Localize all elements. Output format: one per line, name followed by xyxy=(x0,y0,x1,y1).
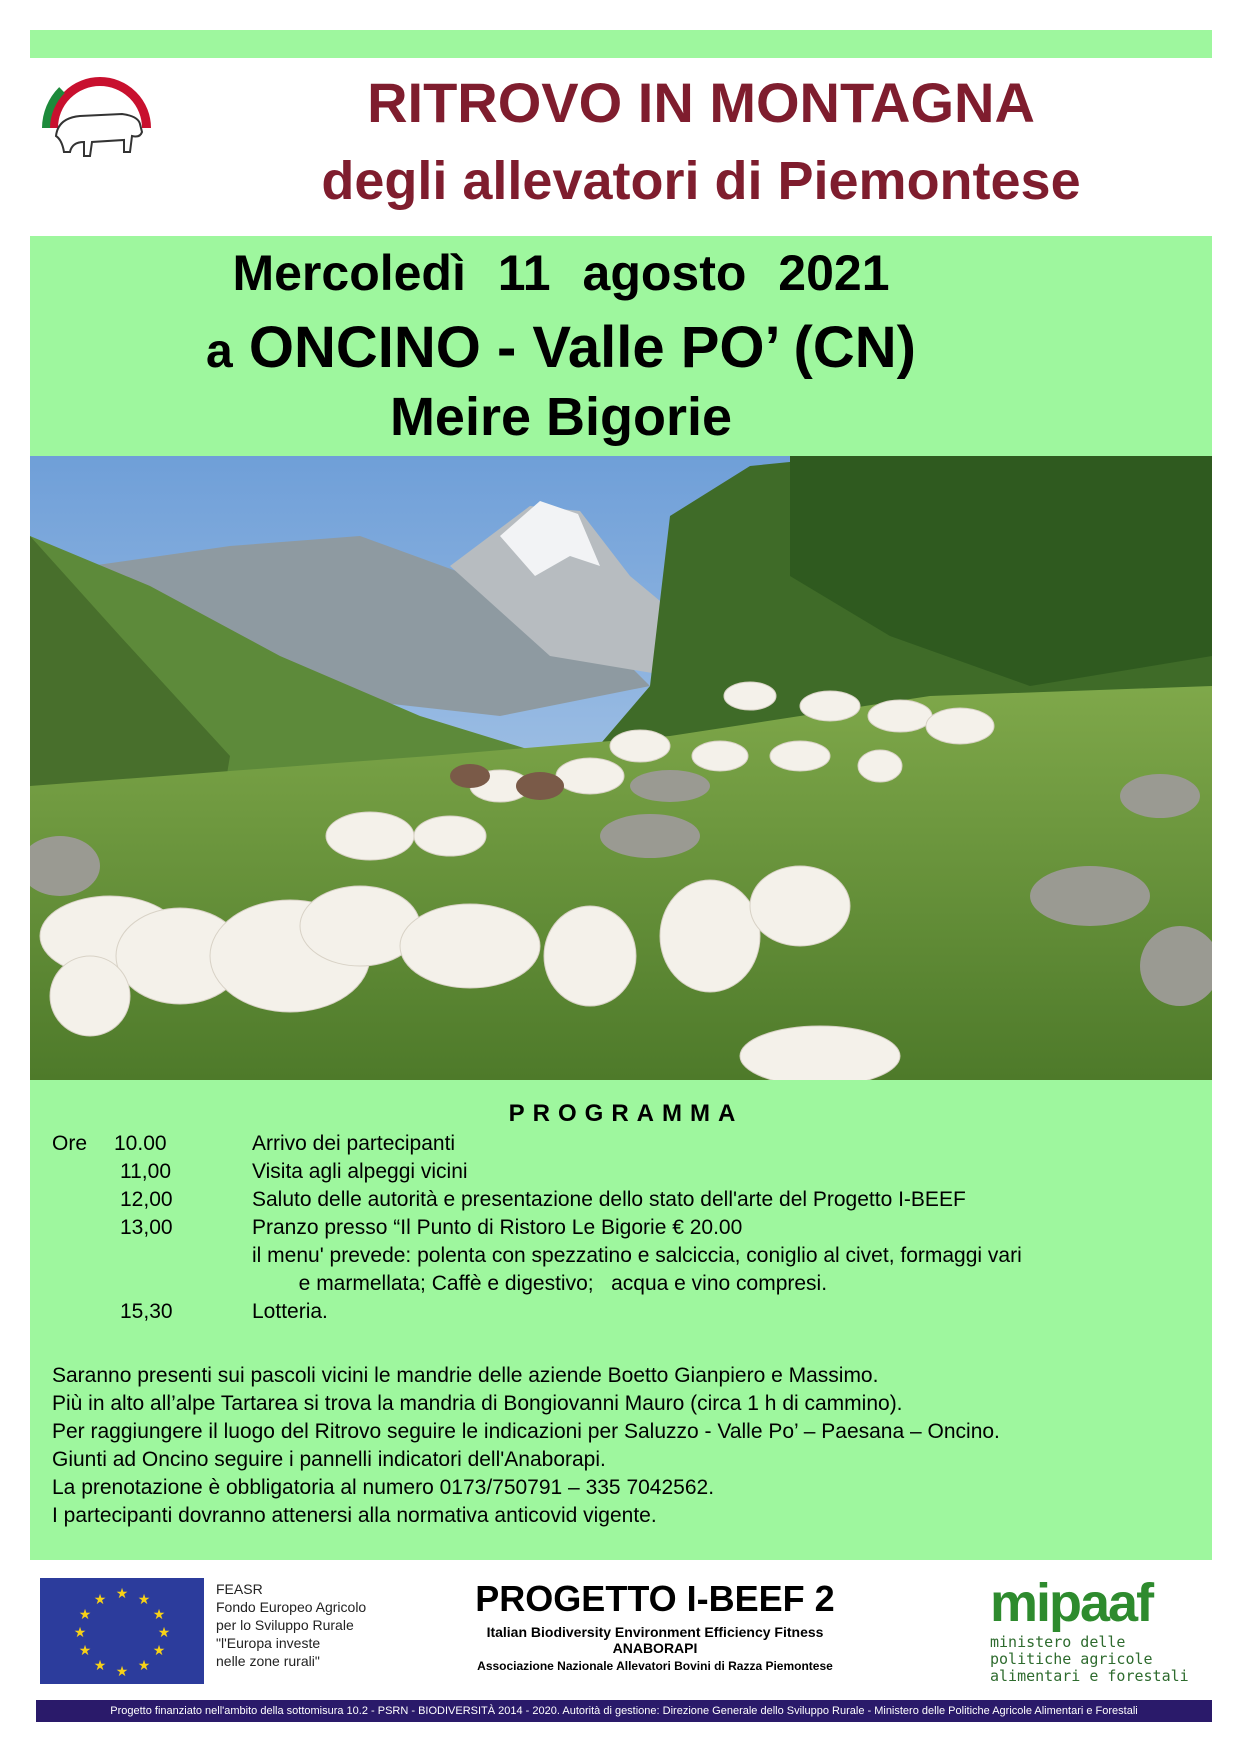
feasr-text xyxy=(216,1580,366,1670)
top-green-bar xyxy=(30,30,1212,58)
event-date: Mercoledì 11 agosto 2021 xyxy=(232,245,890,301)
schedule-desc: Pranzo presso “Il Punto di Ristoro Le Bigorie € 20.00 xyxy=(252,1216,743,1239)
project-subtitle: Italian Biodiversity Environment Efficiency Fitness xyxy=(486,1624,824,1640)
cows-mountain-photo xyxy=(30,456,1212,1080)
svg-text:★: ★ xyxy=(93,1658,107,1674)
mipaaf-line: politiche agricole xyxy=(990,1650,1153,1668)
project-block xyxy=(420,1578,890,1673)
info-note: I partecipanti dovranno attenersi alla normativa anticovid vigente. xyxy=(52,1504,657,1527)
feasr-line: FEASR xyxy=(216,1581,263,1597)
schedule-desc: e marmellata; Caffè e digestivo; acqua e vino compresi. xyxy=(252,1272,828,1295)
schedule-desc: Saluto delle autorità e presentazione dello stato dell'arte del Progetto I-BEEF xyxy=(252,1188,966,1211)
svg-text:★: ★ xyxy=(157,1625,171,1641)
title-line-2: degli allevatori di Piemontese xyxy=(321,151,1081,211)
event-info-box xyxy=(30,236,1212,456)
feasr-line: "l'Europa investe xyxy=(216,1635,321,1651)
razza-piemontese-logo xyxy=(36,66,164,184)
mipaaf-logo xyxy=(990,1572,1189,1685)
programma-title: PROGRAMMA xyxy=(508,1100,744,1127)
eu-flag-logo xyxy=(40,1578,204,1684)
ore-label: Ore xyxy=(52,1132,88,1155)
svg-text:★: ★ xyxy=(137,1658,151,1674)
info-note: Per raggiungere il luogo del Ritrovo seguire le indicazioni per Saluzzo - Valle Po’ – Paesana – Oncino. xyxy=(52,1420,1000,1443)
svg-text:★: ★ xyxy=(152,1643,166,1659)
svg-text:★: ★ xyxy=(78,1643,92,1659)
feasr-line: per lo Sviluppo Rurale xyxy=(216,1617,354,1633)
title-line-1: RITROVO IN MONTAGNA xyxy=(367,71,1035,134)
schedule-time: 11,00 xyxy=(120,1160,171,1183)
schedule-desc: il menu' prevede: polenta con spezzatino e salciccia, coniglio al civet, formaggi vari xyxy=(252,1244,1022,1267)
place-main: ONCINO - Valle PO’ (CN) xyxy=(248,315,916,380)
place-prefix: a xyxy=(206,325,233,378)
svg-text:★: ★ xyxy=(137,1592,151,1608)
schedule-desc: Arrivo dei partecipanti xyxy=(252,1132,456,1155)
schedule-desc: Lotteria. xyxy=(252,1300,328,1323)
feasr-line: Fondo Europeo Agricolo xyxy=(216,1599,367,1615)
schedule-time: 15,30 xyxy=(120,1300,173,1323)
mipaaf-line: ministero delle xyxy=(990,1633,1126,1651)
schedule-time: 10.00 xyxy=(114,1132,167,1155)
info-note: Più in alto all’alpe Tartarea si trova la mandria di Bongiovanni Mauro (circa 1 h di cammino). xyxy=(52,1392,903,1415)
programma-box xyxy=(30,1080,1212,1560)
info-note: La prenotazione è obbligatoria al numero 0173/750791 – 335 7042562. xyxy=(52,1476,715,1499)
svg-text:★: ★ xyxy=(115,1664,129,1680)
funding-bar: Progetto finanziato nell'ambito della sottomisura 10.2 - PSRN - BIODIVERSITÀ 2014 - 2020. Autorità di gestione: Direzione Generale dello Sviluppo Rurale - Ministero delle Politiche Agricole Alimentari e Forestali xyxy=(36,1700,1212,1722)
event-place xyxy=(0,314,1152,381)
svg-text:★: ★ xyxy=(93,1592,107,1608)
info-note: Saranno presenti sui pascoli vicini le mandrie delle aziende Boetto Gianpiero e Massimo. xyxy=(52,1364,879,1387)
anaborapi-label: ANABORAPI xyxy=(612,1640,698,1656)
project-title: PROGETTO I-BEEF 2 xyxy=(475,1578,835,1619)
feasr-line: nelle zone rurali" xyxy=(216,1653,320,1669)
schedule-time: 13,00 xyxy=(120,1216,173,1239)
mipaaf-line: alimentari e forestali xyxy=(990,1667,1189,1685)
info-note: Giunti ad Oncino seguire i pannelli indicatori dell'Anaborapi. xyxy=(52,1448,606,1471)
svg-text:★: ★ xyxy=(115,1586,129,1602)
mipaaf-wordmark: mipaaf xyxy=(990,1573,1153,1633)
event-location: Meire Bigorie xyxy=(389,387,733,447)
svg-text:★: ★ xyxy=(73,1625,87,1641)
schedule-time: 12,00 xyxy=(120,1188,173,1211)
svg-text:★: ★ xyxy=(152,1607,166,1623)
svg-text:★: ★ xyxy=(78,1607,92,1623)
association-label: Associazione Nazionale Allevatori Bovini di Razza Piemontese xyxy=(477,1659,833,1673)
schedule-desc: Visita agli alpeggi vicini xyxy=(252,1160,468,1183)
